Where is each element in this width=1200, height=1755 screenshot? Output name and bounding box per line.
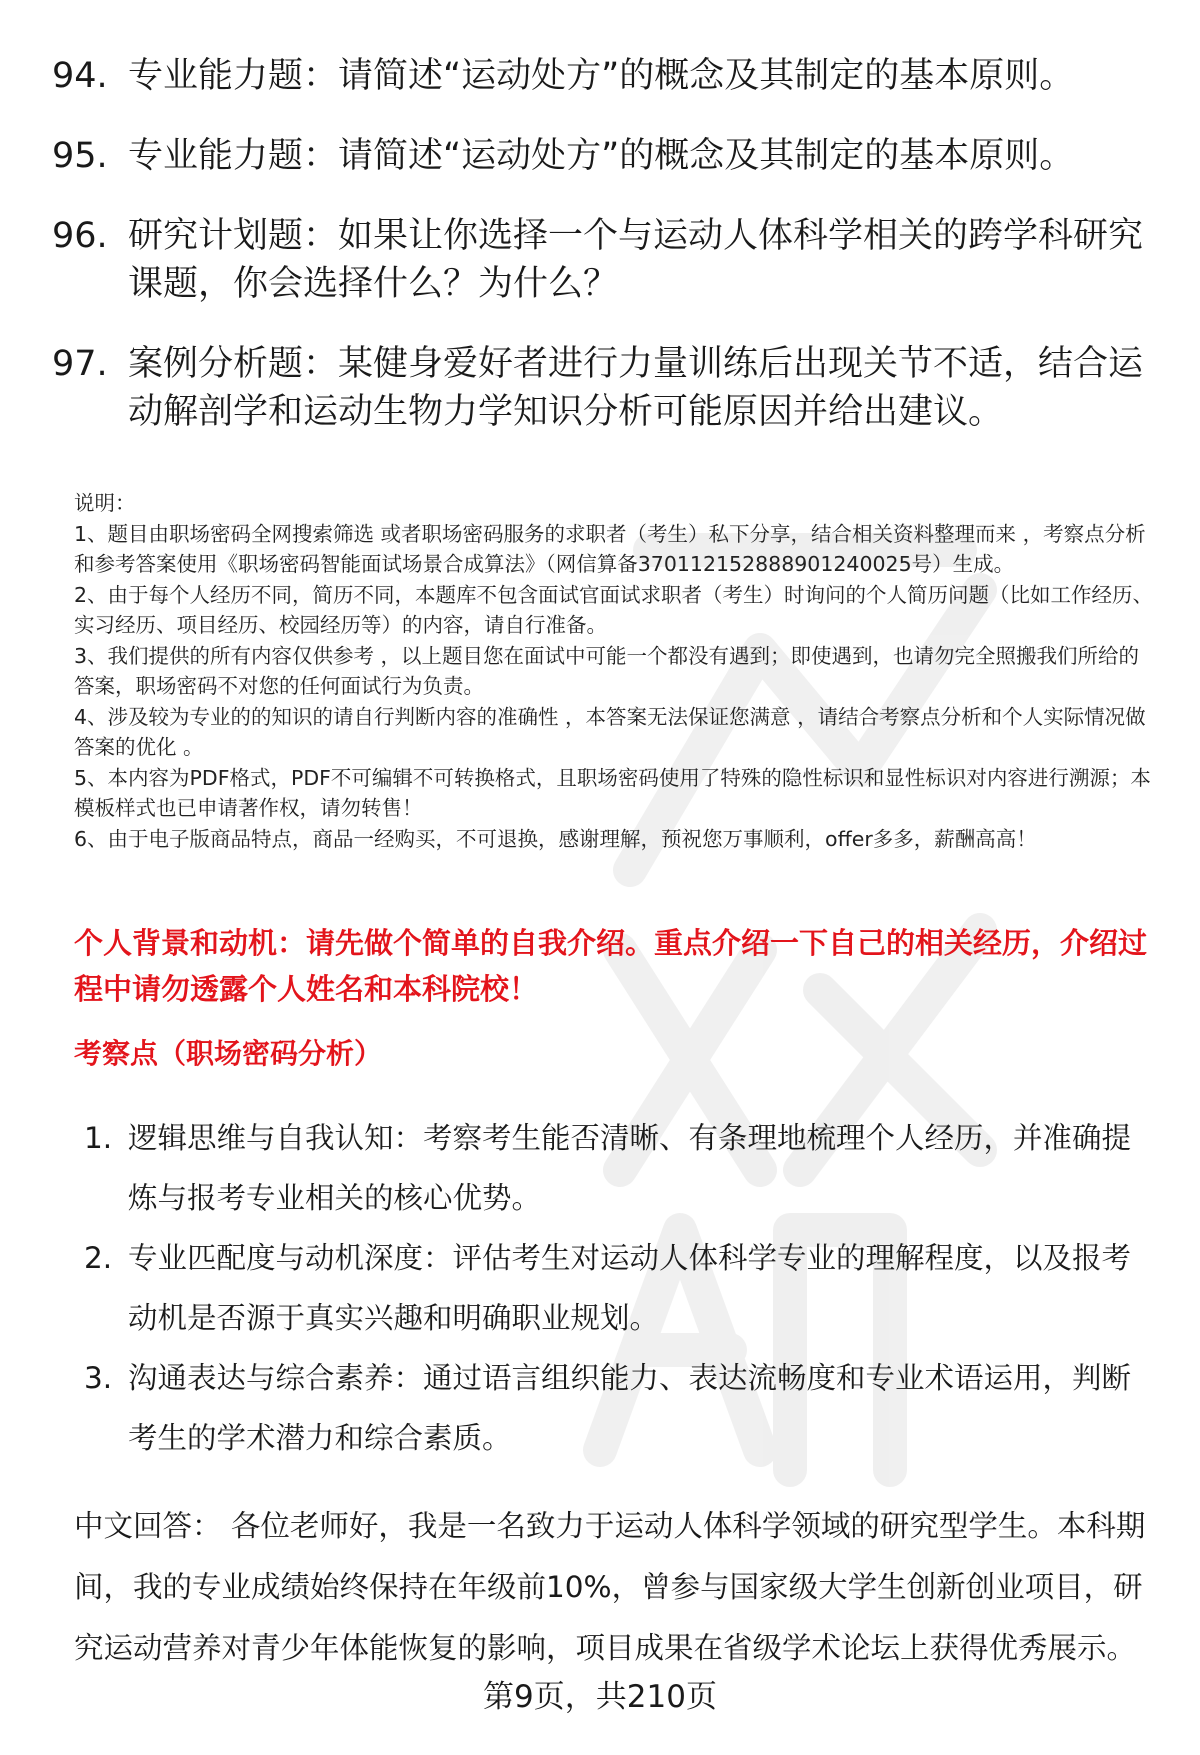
- question-number: 96.: [52, 216, 108, 256]
- analysis-point: [84, 1108, 1154, 1228]
- page-footer: 第9页，共210页: [483, 1679, 717, 1715]
- point-number: 1.: [84, 1121, 113, 1155]
- question-item: [52, 52, 1152, 100]
- note-item: 6、由于电子版商品特点，商品一经购买，不可退换，感谢理解，预祝您万事顺利，offer多多，薪酬高高！: [74, 826, 1037, 851]
- question-item: [52, 212, 1152, 308]
- question-number: 97.: [52, 344, 108, 384]
- analysis-points: [84, 1108, 1154, 1468]
- question-text: 案例分析题：某健身爱好者进行力量训练后出现关节不适，结合运动解剖学和运动生物力学知识分析可能原因并给出建议。: [128, 344, 1144, 432]
- analysis-point: [84, 1228, 1154, 1348]
- analysis-point: [84, 1348, 1154, 1468]
- note-item: 3、我们提供的所有内容仅供参考 ，以上题目您在面试中可能一个都没有遇到；即使遇到，也请勿完全照搬我们所给的答案，职场密码不对您的任何面试行为负责。: [74, 643, 1140, 698]
- point-text: 沟通表达与综合素养：通过语言组织能力、表达流畅度和专业术语运用，判断考生的学术潜力和综合素质。: [128, 1361, 1132, 1455]
- question-number: 94.: [52, 56, 108, 96]
- question-item: [52, 340, 1152, 436]
- point-number: 3.: [84, 1361, 113, 1395]
- question-text: 专业能力题：请简述“运动处方”的概念及其制定的基本原则。: [128, 56, 1075, 96]
- answer-paragraph: 中文回答： 各位老师好，我是一名致力于运动人体科学领域的研究型学生。本科期间，我的专业成绩始终保持在年级前10%，曾参与国家级大学生创新创业项目，研究运动营养对青少年体能恢复的影响，项目成果在省级学术论坛上获得优秀展示。: [74, 1509, 1146, 1665]
- question-text: 专业能力题：请简述“运动处方”的概念及其制定的基本原则。: [128, 136, 1075, 176]
- notes-title: 说明：: [74, 491, 136, 515]
- note-item: 4、涉及较为专业的的知识的请自行判断内容的准确性 ，本答案无法保证您满意 ，请结合考察点分析和个人实际情况做答案的优化 。: [74, 704, 1146, 759]
- question-list: [52, 52, 1152, 468]
- note-item: 2、由于每个人经历不同，简历不同，本题库不包含面试官面试求职者（考生）时询问的个人简历问题（比如工作经历、实习经历、项目经历、校园经历等）的内容，请自行准备。: [74, 582, 1154, 637]
- note-item: 5、本内容为PDF格式，PDF不可编辑不可转换格式，且职场密码使用了特殊的隐性标识和显性标识对内容进行溯源；本模板样式也已申请著作权，请勿转售！: [74, 765, 1151, 820]
- point-number: 2.: [84, 1241, 113, 1275]
- section-heading: 个人背景和动机：请先做个简单的自我介绍。重点介绍一下自己的相关经历，介绍过程中请勿透露个人姓名和本科院校！: [74, 926, 1148, 1006]
- notes-block: [74, 488, 1154, 854]
- question-number: 95.: [52, 136, 108, 176]
- point-text: 专业匹配度与动机深度：评估考生对运动人体科学专业的理解程度，以及报考动机是否源于真实兴趣和明确职业规划。: [128, 1241, 1132, 1335]
- point-text: 逻辑思维与自我认知：考察考生能否清晰、有条理地梳理个人经历，并准确提炼与报考专业相关的核心优势。: [128, 1121, 1132, 1215]
- analysis-subheading: 考察点（职场密码分析）: [74, 1037, 383, 1070]
- note-item: 1、题目由职场密码全网搜索筛选 或者职场密码服务的求职者（考生）私下分享，结合相关资料整理而来 ，考察点分析和参考答案使用《职场密码智能面试场景合成算法》（网信算备370112152888901240025号）生成。: [74, 521, 1146, 576]
- question-text: 研究计划题：如果让你选择一个与运动人体科学相关的跨学科研究课题，你会选择什么？为什么？: [128, 216, 1144, 304]
- question-item: [52, 132, 1152, 180]
